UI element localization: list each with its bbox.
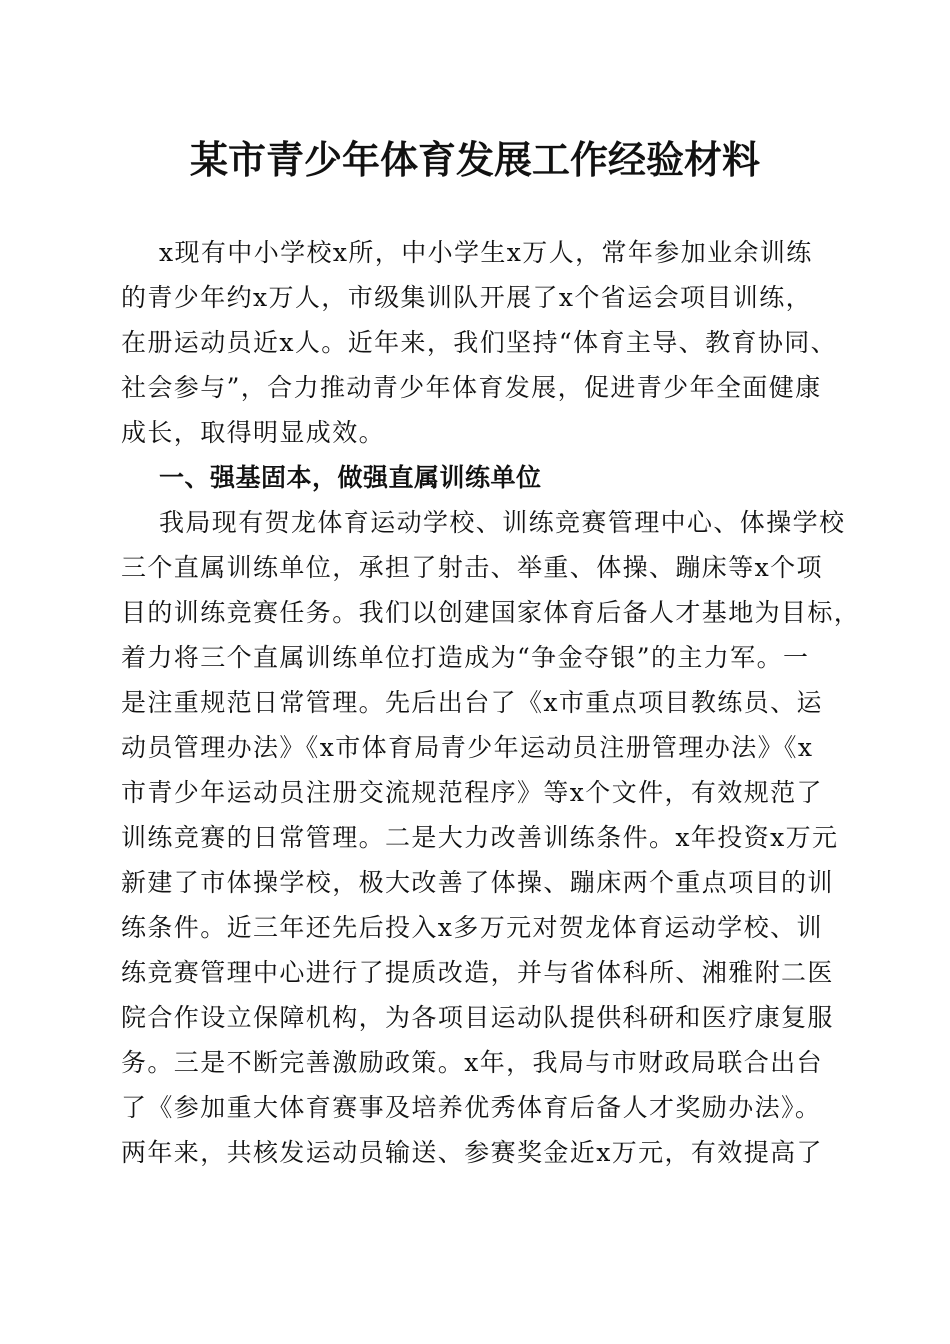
text-line: 在册运动员近x人。近年来，我们坚持“体育主导、教育协同、 (121, 328, 838, 357)
text-line: 务。三是不断完善激励政策。x年，我局与市财政局联合出台 (121, 1048, 823, 1077)
text-line: 了《参加重大体育赛事及培养优秀体育后备人才奖励办法》。 (121, 1093, 822, 1122)
paragraph-1 (121, 230, 838, 455)
text-line: 两年来，共核发运动员输送、参赛奖金近x万元，有效提高了 (121, 1138, 823, 1167)
text-line: 着力将三个直属训练单位打造成为“争金夺银”的主力军。一 (121, 643, 810, 672)
text-line: 目的训练竞赛任务。我们以创建国家体育后备人才基地为目标， (121, 598, 861, 627)
document-body (121, 230, 861, 1175)
text-line: 我局现有贺龙体育运动学校、训练竞赛管理中心、体操学校 (159, 508, 846, 537)
text-line: 新建了市体操学校，极大改善了体操、蹦床两个重点项目的训 (121, 868, 834, 897)
document-title: 某市青少年体育发展工作经验材料 (189, 137, 760, 182)
text-line: 是注重规范日常管理。先后出台了《x市重点项目教练员、运 (121, 688, 823, 717)
text-line: 训练竞赛的日常管理。二是大力改善训练条件。x年投资x万元 (121, 823, 839, 852)
text-line: 练条件。近三年还先后投入x多万元对贺龙体育运动学校、训 (121, 913, 823, 942)
text-line: x现有中小学校x所，中小学生x万人，常年参加业余训练 (159, 238, 813, 267)
text-line: 市青少年运动员注册交流规范程序》等x个文件，有效规范了 (121, 778, 823, 807)
text-line: 成长，取得明显成效。 (121, 418, 386, 447)
text-line: 的青少年约x万人，市级集训队开展了x个省运会项目训练， (121, 283, 813, 312)
section-heading: 一、强基固本，做强直属训练单位 (159, 463, 542, 492)
paragraph-2 (121, 500, 861, 1175)
text-line: 社会参与”，合力推动青少年体育发展，促进青少年全面健康 (121, 373, 822, 402)
text-line: 院合作设立保障机构，为各项目运动队提供科研和医疗康复服 (121, 1003, 834, 1032)
text-line: 练竞赛管理中心进行了提质改造，并与省体科所、湘雅附二医 (121, 958, 834, 987)
text-line: 三个直属训练单位，承担了射击、举重、体操、蹦床等x个项 (121, 553, 823, 582)
text-line: 动员管理办法》《x市体育局青少年运动员注册管理办法》《x (121, 733, 814, 762)
